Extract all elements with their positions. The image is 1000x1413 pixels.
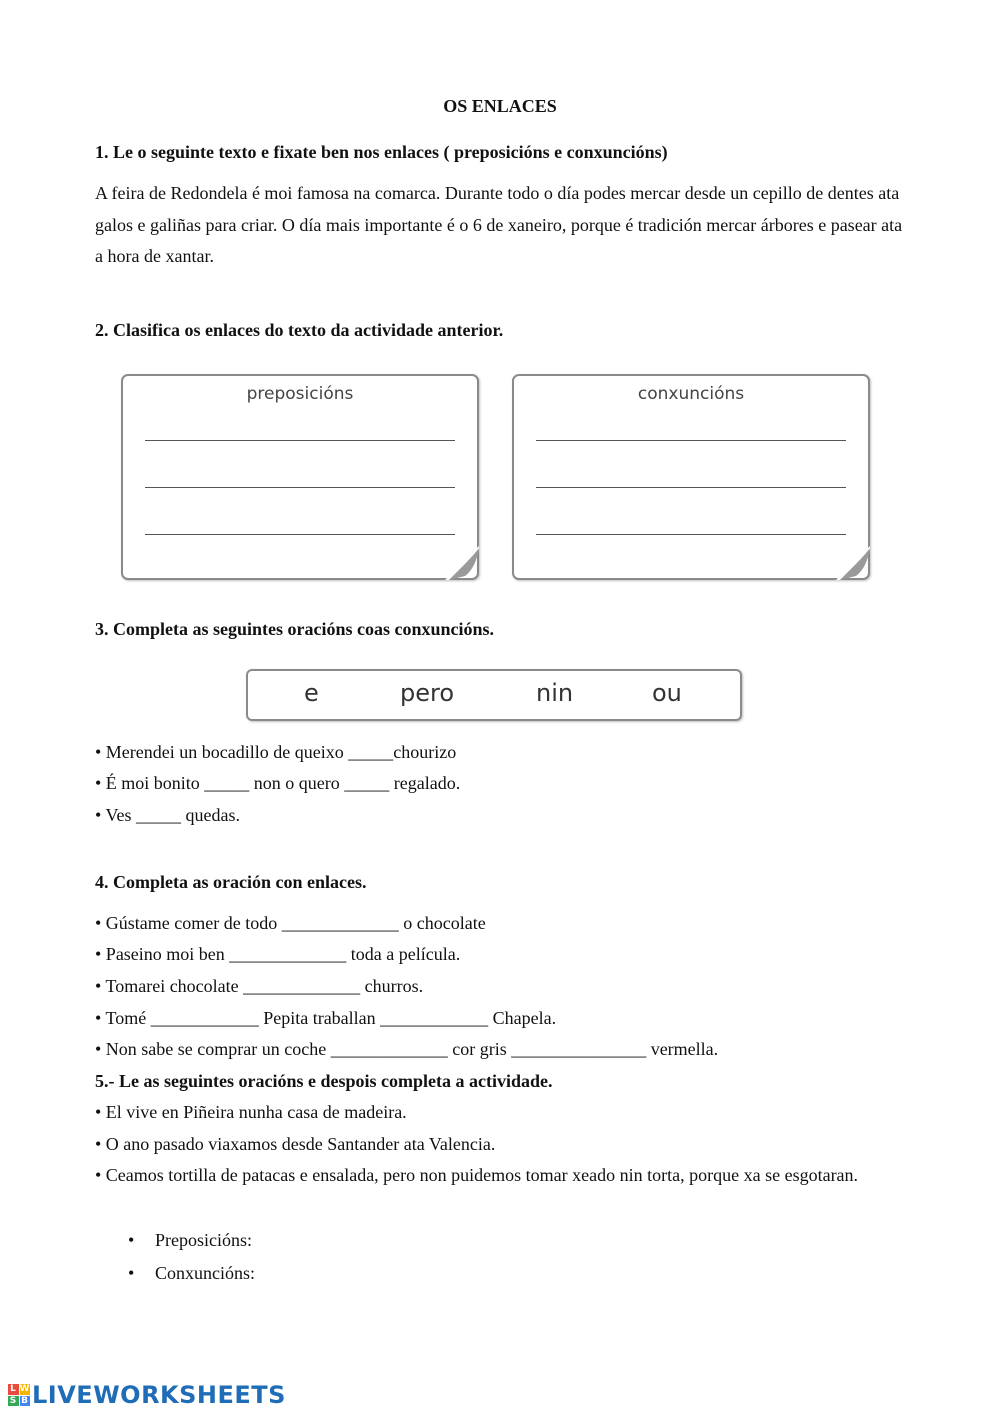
exercise-5-line-1: • El vive en Piñeira nunha casa de madeira.: [95, 1102, 407, 1122]
page-curl-icon: [445, 546, 479, 580]
answer-line[interactable]: [536, 534, 846, 535]
conxuncions-box-label: conxuncións: [637, 384, 745, 404]
liveworksheets-brand-text: LIVEWORKSHEETS: [32, 1381, 286, 1409]
page-title: OS ENLACES: [443, 96, 557, 116]
exercise-5-line-2: • O ano pasado viaxamos desde Santander ata Valencia.: [95, 1134, 496, 1154]
answer-line[interactable]: [145, 534, 455, 535]
section-4-heading: 4. Completa as oración con enlaces.: [95, 872, 367, 892]
exercise-3-line-2: • É moi bonito _____ non o quero _____ regalado.: [95, 773, 461, 793]
page-curl-icon: [836, 546, 870, 580]
bullet-conxuncions-label: Conxuncións:: [155, 1263, 256, 1283]
word-ou: ou: [652, 679, 682, 707]
exercise-3-line-3: • Ves _____ quedas.: [95, 805, 240, 825]
answer-line[interactable]: [536, 487, 846, 488]
exercise-4-line-5: • Non sabe se comprar un coche _____________ cor gris _______________ vermella.: [95, 1039, 719, 1059]
section-1-text: A feira de Redondela é moi famosa na comarca. Durante todo o día podes mercar desde un cepillo de dentes ata galos e galiñas para criar. O día mais importante é o 6 de xaneiro, porque é tradición mercar árbores e pasear ata a hora de xantar.: [95, 183, 903, 266]
conxuncions-box: [512, 374, 870, 580]
preposicions-box: [121, 374, 479, 580]
bullet-icon: •: [128, 1263, 135, 1283]
answer-line[interactable]: [145, 440, 455, 441]
bullet-preposicions-label: Preposicións:: [155, 1230, 252, 1250]
answer-line[interactable]: [145, 487, 455, 488]
preposicions-box-label: preposicións: [246, 384, 354, 404]
liveworksheets-brand[interactable]: [8, 1381, 286, 1409]
bullet-icon: •: [128, 1230, 135, 1250]
section-2-heading: 2. Clasifica os enlaces do texto da actividade anterior.: [95, 320, 504, 340]
word-bank: [246, 669, 742, 721]
exercise-3-line-1: • Merendei un bocadillo de queixo _____chourizo: [95, 742, 457, 762]
exercise-4-line-4: • Tomé ____________ Pepita traballan ____________ Chapela.: [95, 1008, 557, 1028]
section-3-heading: 3. Completa as seguintes oracións coas conxuncións.: [95, 619, 495, 639]
section-1-heading: 1. Le o seguinte texto e fixate ben nos enlaces ( preposicións e conxuncións): [95, 142, 668, 162]
bullet-conxuncions: [128, 1263, 255, 1284]
exercise-4-line-3: • Tomarei chocolate _____________ churros.: [95, 976, 424, 996]
exercise-4-line-1: • Gústame comer de todo _____________ o chocolate: [95, 913, 486, 933]
word-pero: pero: [400, 679, 455, 707]
word-nin: nin: [536, 679, 574, 707]
section-5-heading: 5.- Le as seguintes oracións e despois completa a actividade.: [95, 1071, 553, 1091]
exercise-5-paragraph: • Ceamos tortilla de patacas e ensalada, pero non puidemos tomar xeado nin torta, porque xa se esgotaran.: [95, 1165, 859, 1185]
bullet-preposicions: [128, 1230, 252, 1251]
liveworksheets-logo-icon: L W S B: [9, 1384, 30, 1406]
word-e: e: [304, 679, 319, 707]
answer-line[interactable]: [536, 440, 846, 441]
exercise-4-line-2: • Paseino moi ben _____________ toda a película.: [95, 944, 461, 964]
